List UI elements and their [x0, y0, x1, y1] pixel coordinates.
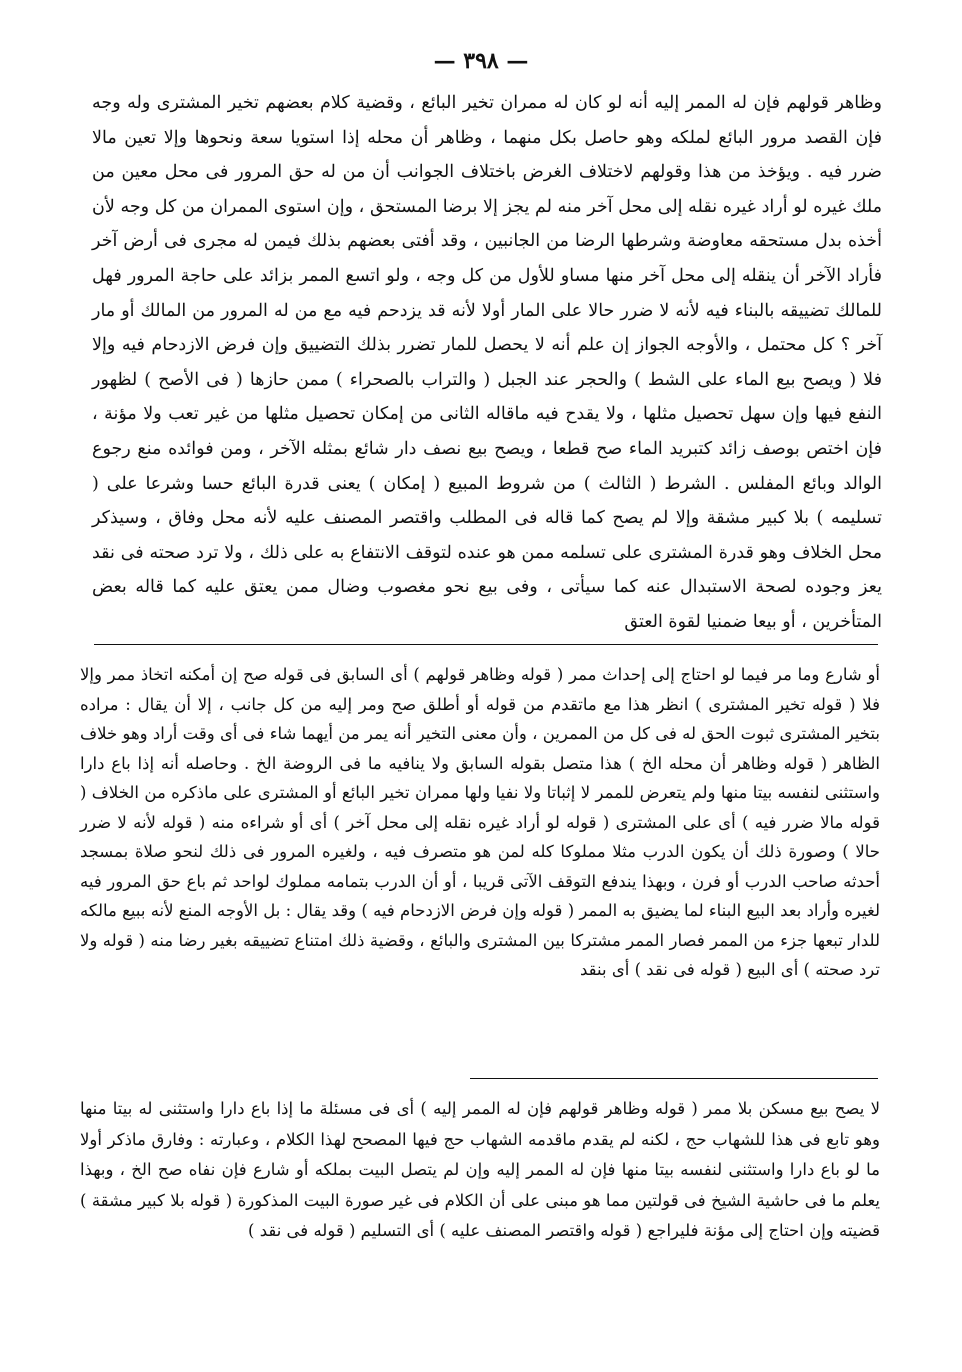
secondary-commentary-block: [80, 1094, 880, 1247]
commentary-paragraph: أو شارع وما مر فيما لو احتاج إلى إحداث ممر ( قوله وظاهر قولهم ) أى السابق فى قوله صح إن أمكنه اتخاذ ممر وإلا فلا ( قوله تخير المشترى ) انظر هذا مع ماتقدم من قوله أو أطلق صح ومر إليه من كل جانب ، إلا أن يقال : مراده بتخير المشترى ثبوت الحق له فى كل من الممرين ، وأن معنى التخير أنه يمر من أيهما شاء فى أى وقت أراد وهو خلاف الظاهر ( قوله وظاهر أن محله الخ ) هذا متصل بقوله السابق ولا ينافيه ما فى الروضة الخ . وحاصله أنه إذا باع دارا واستثنى لنفسه بيتا منها ولم يتعرض للممر لا إثباتا ولا نفيا ولها ممران تخير البائع أو المشترى على ماذكره من الخلاف ( قوله مالا ضرر فيه ) أى على المشترى ( قوله لو أراد غيره نقله إلى محل آخر ) أى أو شراءه منه ( قوله لأنه لا ضرر حالا ) وصورة ذلك أن يكون الدرب مثلا مملوكا كله لمن هو متصرف فيه ، ولغيره المرور فى ذلك لنحو صلاة بمسجد أحدثه صاحب الدرب أو فرن ، وبهذا يندفع التوقف الآتى قريبا ، أو أن الدرب بتمامه مملوك لواحد ثم باع حق المرور فيه لغيره وأراد بعد البيع البناء لما يضيق به الممر ( قوله وإن فرض الازدحام فيه ) وقد يقال : بل الأوجه المنع لأنه ببيع مالكه للدار تبعها جزء من الممر فصار الممر مشتركا بين المشترى والبائع ، وقضية ذلك امتناع تضييقه بغير رضا منه ( قوله ولا ترد صحته ) أى البيع ( قوله فى نقد ) أى بنقد: [80, 665, 880, 979]
main-text-paragraph: وظاهر قولهم فإن له الممر إليه أنه لو كان له ممران تخير البائع ، وقضية كلام بعضهم تخير المشترى وله وجه فإن القصد مرور البائع لملكه وهو حاصل بكل منهما ، وظاهر أن محله إذا استويا سعة ونحوها وإلا تعين مالا ضرر فيه . ويؤخذ من هذا وقولهم لاختلاف الغرض باختلاف الجوانب أن من له حق المرور فى محل معين من ملك غيره لو أراد غيره نقله إلى محل آخر منه لم يجز إلا برضا المستحق ، وإن استوى الممران من كل وجه لأن أخذه بدل مستحقه معاوضة وشرطها الرضا من الجانبين ، وقد أفتى بعضهم بذلك فيمن له مجرى فى أرض آخر فأراد الآخر أن ينقله إلى محل آخر منها مساو للأول من كل وجه ، ولو اتسع الممر بزائد على حاجة المرور فهل للمالك تضييقه بالبناء فيه لأنه لا ضرر حالا على المار أولا لأنه قد يزدحم فيه مع من له المرور من المالك أو مار آخر ؟ كل محتمل ، والأوجه الجواز إن علم أنه لا يحصل للمار تضرر بذلك التضييق وإن فرض الازدحام فيه وإلا فلا ( ويصح بيع الماء على الشط ) والحجر عند الجبل ( والتراب بالصحراء ) ممن حازها ( فى الأصح ) لظهور النفع فيها وإن سهل تحصيل مثلها ، ولا يقدح فيه ماقاله الثانى من إمكان تحصيل مثلها من غير تعب ولا مؤنة ، فإن اختص بوصف زائد كتبريد الماء صح قطعا ، ويصح بيع نصف دار شائع بمثله الآخر ، ومن فوائده منع رجوع الوالد وبائع المفلس . الشرط ( الثالث ) من شروط المبيع ( إمكان ) يعنى قدرة البائع حسا وشرعا على ( تسليمه ) بلا كبير مشقة وإلا لم يصح كما قاله فى المطلب واقتصر المصنف عليه لأنه محل وفاق ، وسيذكر محل الخلاف وهو قدرة المشترى على تسلمه ممن هو عنده لتوقف الانتفاع به على ذلك ، ولا ترد صحته فى نقد يعز وجوده لصحة الاستبدال عنه كما سيأتى ، وفى بيع نحو مغصوب وضال ممن يعتق عليه كما قاله بعض المتأخرين ، أو بيعا ضمنيا لقوة العتق: [92, 93, 882, 632]
page-number: — ٣٩٨ —: [433, 48, 529, 74]
secondary-commentary-paragraph: لا يصح بيع مسكن بلا ممر ( قوله وظاهر قولهم فإن له الممر إليه ) أى فى مسئلة ما إذا باع دارا واستثنى له بيتا منها وهو تابع فى هذا للشهاب حج ، لكنه لم يقدم ماقدمه الشهاب حج فيها المصحح لهذا الكلام ، وعبارته : وفارق ماذكر أولا ما لو باع دارا واستثنى لنفسه بيتا منها فإن له الممر إليه وإن لم يتصل البيت بملكه أو شارع فإن نفاه صح الخ ، وبهذا يعلم ما فى حاشية الشيخ فى قولتين مما هو مبنى على أن الكلام فى غير صورة البيت المذكورة ( قوله بلا كبير مشقة ) قضيته وإن احتاج إلى مؤنة فليراجع ( قوله واقتصر المصنف عليه ) أى التسليم ( قوله فى نقد ): [80, 1099, 880, 1240]
main-text-block: [92, 86, 882, 640]
footnote-separator-short: [470, 1078, 878, 1079]
commentary-block: [80, 660, 880, 985]
footnote-separator-full: [94, 644, 878, 645]
